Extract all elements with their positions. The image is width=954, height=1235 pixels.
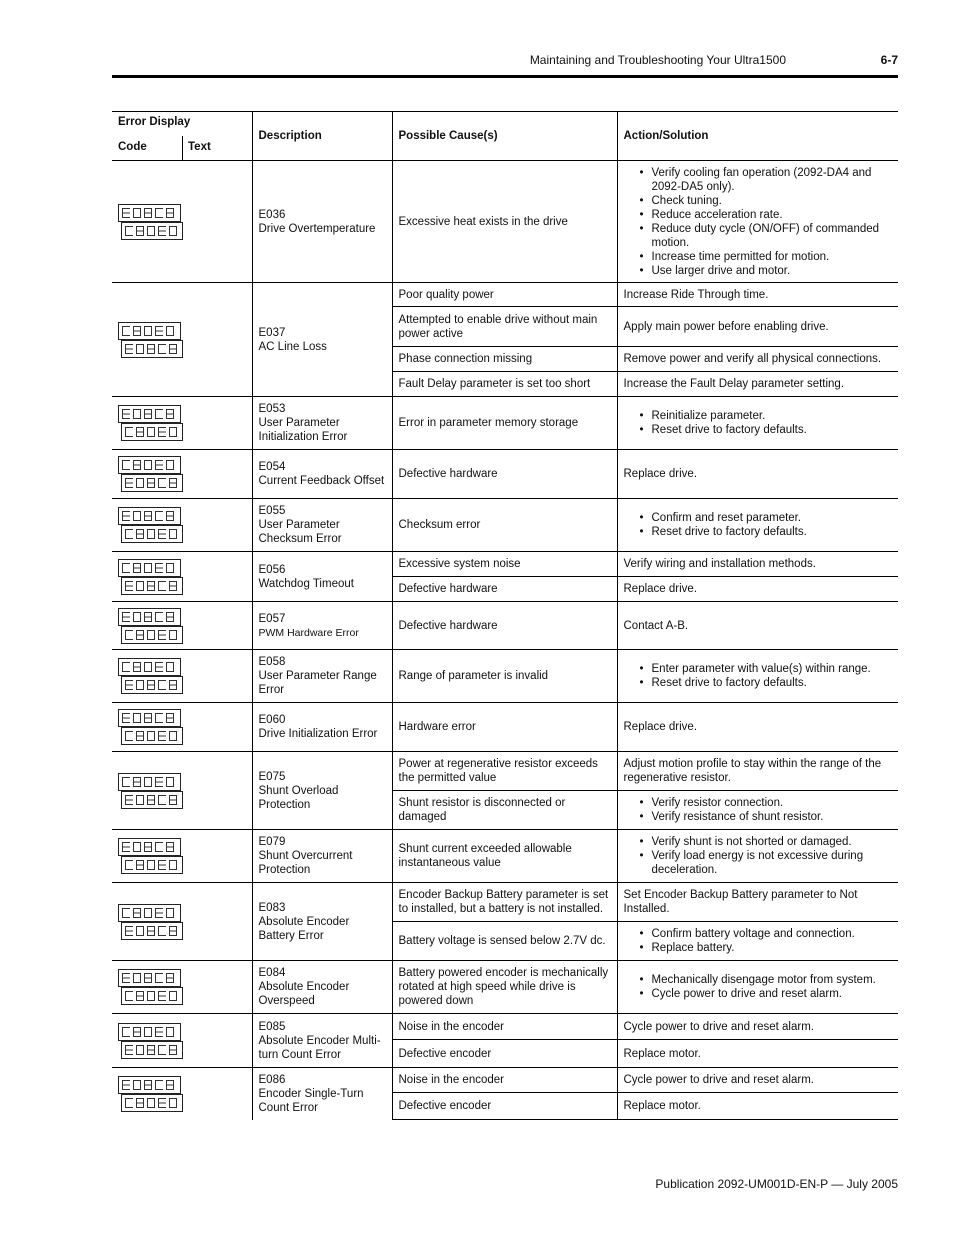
code-display-icon	[118, 456, 181, 474]
text-display-icon	[121, 791, 183, 809]
error-name: Current Feedback Offset	[258, 475, 385, 487]
cause-cell: Battery powered encoder is mechanically rotated at high speed while drive is powered down	[392, 961, 617, 1014]
table-row	[112, 830, 898, 883]
action-cell	[617, 922, 898, 961]
description-cell	[252, 499, 392, 552]
action-cell	[617, 161, 898, 283]
text-display-icon	[121, 856, 183, 874]
error-code: E056	[258, 563, 286, 576]
text-display-icon	[121, 1041, 183, 1059]
action-item: • Verify shunt is not shorted or damaged.	[638, 835, 893, 849]
error-code: E084	[258, 967, 286, 979]
error-name: User Parameter Checksum Error	[258, 519, 342, 545]
action-cell: Cycle power to drive and reset alarm.	[617, 1014, 898, 1040]
action-cell	[617, 830, 898, 883]
table-row	[112, 161, 898, 283]
action-item: • Use larger drive and motor.	[638, 264, 893, 278]
code-display-icon	[118, 204, 181, 222]
code-display-icon	[118, 608, 181, 626]
description-column-header: Description	[252, 112, 392, 161]
cause-column-header: Possible Cause(s)	[392, 112, 617, 161]
cause-cell: Power at regenerative resistor exceeds the permitted value	[392, 752, 617, 791]
table-row	[112, 397, 898, 450]
description-cell	[252, 552, 392, 602]
error-display-cell	[112, 650, 252, 703]
error-display-cell	[112, 283, 252, 397]
page-number: 6-7	[880, 53, 898, 67]
action-list	[624, 511, 893, 539]
description-cell	[252, 1014, 392, 1068]
description-cell	[252, 650, 392, 703]
table-header-row	[112, 112, 898, 161]
error-code: E086	[258, 1073, 286, 1086]
description-cell	[252, 602, 392, 650]
cause-cell: Excessive heat exists in the drive	[392, 161, 617, 283]
error-name: AC Line Loss	[258, 340, 327, 353]
action-list	[624, 796, 893, 824]
error-display-cell	[112, 752, 252, 830]
cause-cell: Excessive system noise	[392, 552, 617, 577]
action-item: • Reduce duty cycle (ON/OFF) of commanded motion.	[638, 222, 893, 250]
code-display-icon	[118, 904, 181, 922]
error-display-cell	[112, 830, 252, 883]
error-code: E079	[258, 836, 286, 848]
cause-cell: Noise in the encoder	[392, 1014, 617, 1040]
error-name: Drive Overtemperature	[258, 222, 376, 235]
error-display-cell	[112, 1068, 252, 1120]
action-item: • Confirm and reset parameter.	[638, 511, 893, 525]
action-cell: Remove power and verify all physical connections.	[617, 347, 898, 372]
action-item: • Verify load energy is not excessive during deceleration.	[638, 849, 893, 877]
action-item: • Reset drive to factory defaults.	[638, 676, 893, 690]
header-title: Maintaining and Troubleshooting Your Ultra1500	[529, 53, 786, 67]
code-display-icon	[118, 1023, 181, 1041]
error-code: E054	[258, 461, 286, 473]
action-item: • Confirm battery voltage and connection.	[638, 927, 893, 941]
code-column-header: Code	[118, 141, 147, 153]
error-name: Absolute Encoder Overspeed	[258, 981, 350, 1007]
error-name: Drive Initialization Error	[258, 728, 378, 740]
description-cell	[252, 830, 392, 883]
text-display-icon	[121, 474, 183, 492]
error-name: Encoder Single-Turn Count Error	[258, 1087, 364, 1114]
text-display-icon	[121, 340, 183, 358]
action-list	[624, 927, 893, 955]
action-cell: Apply main power before enabling drive.	[617, 307, 898, 347]
table-row	[112, 752, 898, 791]
error-code: E075	[258, 770, 286, 783]
error-name: Absolute Encoder Battery Error	[258, 915, 350, 942]
action-item: • Verify resistor connection.	[638, 796, 893, 810]
error-display-cell	[112, 703, 252, 752]
table-row	[112, 552, 898, 577]
table-row	[112, 1068, 898, 1093]
text-display-icon	[121, 987, 183, 1005]
table-row	[112, 883, 898, 922]
error-code: E053	[258, 403, 286, 415]
error-display-cell	[112, 161, 252, 283]
description-cell	[252, 961, 392, 1014]
action-cell	[617, 650, 898, 703]
code-display-icon	[118, 658, 181, 676]
action-cell: Replace motor.	[617, 1040, 898, 1068]
text-display-icon	[121, 222, 183, 240]
action-column-header: Action/Solution	[617, 112, 898, 161]
cause-cell: Defective hardware	[392, 450, 617, 499]
cause-cell: Defective encoder	[392, 1093, 617, 1120]
action-item: • Mechanically disengage motor from system.	[638, 973, 893, 987]
action-cell: Verify wiring and installation methods.	[617, 552, 898, 577]
text-display-icon	[121, 423, 183, 441]
action-cell: Adjust motion profile to stay within the range of the regenerative resistor.	[617, 752, 898, 791]
text-display-icon	[121, 676, 183, 694]
action-item: • Check tuning.	[638, 194, 893, 208]
table-row	[112, 703, 898, 752]
table-row	[112, 602, 898, 650]
error-name: User Parameter Initialization Error	[258, 417, 348, 443]
error-display-cell	[112, 1014, 252, 1068]
cause-cell: Checksum error	[392, 499, 617, 552]
description-cell	[252, 1068, 392, 1120]
cause-cell: Attempted to enable drive without main power active	[392, 307, 617, 347]
text-display-icon	[121, 577, 183, 595]
cause-cell: Error in parameter memory storage	[392, 397, 617, 450]
text-column-header: Text	[188, 141, 211, 153]
table-row	[112, 650, 898, 703]
code-display-icon	[118, 709, 181, 727]
code-display-icon	[118, 838, 181, 856]
description-cell	[252, 283, 392, 397]
cause-cell: Fault Delay parameter is set too short	[392, 372, 617, 397]
page-header	[112, 53, 898, 78]
description-cell	[252, 161, 392, 283]
error-code: E060	[258, 714, 286, 726]
description-cell	[252, 450, 392, 499]
action-cell	[617, 499, 898, 552]
action-cell: Replace drive.	[617, 577, 898, 602]
error-name: Shunt Overload Protection	[258, 784, 339, 811]
cause-cell: Hardware error	[392, 703, 617, 752]
error-code: E055	[258, 505, 286, 517]
table-row	[112, 283, 898, 307]
action-cell: Cycle power to drive and reset alarm.	[617, 1068, 898, 1093]
action-item: • Verify cooling fan operation (2092-DA4 and 2092-DA5 only).	[638, 166, 893, 194]
action-cell: Replace drive.	[617, 703, 898, 752]
code-display-icon	[118, 969, 181, 987]
action-item: • Replace battery.	[638, 941, 893, 955]
error-name: User Parameter Range Error	[258, 670, 377, 696]
error-name: Watchdog Timeout	[258, 577, 354, 590]
error-display-cell	[112, 883, 252, 961]
code-display-icon	[118, 773, 181, 791]
action-list	[624, 835, 893, 877]
table-row	[112, 450, 898, 499]
table-row	[112, 499, 898, 552]
error-display-label: Error Display	[118, 116, 191, 128]
publication-footer: Publication 2092-UM001D-EN-P — July 2005	[655, 1177, 898, 1191]
cause-cell: Shunt resistor is disconnected or damaged	[392, 791, 617, 830]
error-display-cell	[112, 450, 252, 499]
action-cell: Replace motor.	[617, 1093, 898, 1120]
text-display-icon	[121, 1094, 183, 1112]
error-name: Absolute Encoder Multi-turn Count Error	[258, 1034, 381, 1061]
error-code: E057	[258, 612, 286, 625]
action-list	[624, 166, 893, 278]
cause-cell: Defective encoder	[392, 1040, 617, 1068]
cause-cell: Poor quality power	[392, 283, 617, 307]
action-cell: Replace drive.	[617, 450, 898, 499]
action-cell: Set Encoder Backup Battery parameter to Not Installed.	[617, 883, 898, 922]
cause-cell: Phase connection missing	[392, 347, 617, 372]
error-display-cell	[112, 552, 252, 602]
cause-cell: Battery voltage is sensed below 2.7V dc.	[392, 922, 617, 961]
cause-cell: Noise in the encoder	[392, 1068, 617, 1093]
error-code: E036	[258, 208, 286, 221]
action-list	[624, 409, 893, 437]
cause-cell: Shunt current exceeded allowable instantaneous value	[392, 830, 617, 883]
error-name: Shunt Overcurrent Protection	[258, 850, 353, 876]
action-list	[624, 662, 893, 690]
error-display-header	[112, 112, 252, 161]
error-display-cell	[112, 602, 252, 650]
error-name: PWM Hardware Error	[258, 626, 359, 639]
code-display-icon	[118, 1076, 181, 1094]
cause-cell: Encoder Backup Battery parameter is set to installed, but a battery is not installed.	[392, 883, 617, 922]
code-display-icon	[118, 405, 181, 423]
error-display-cell	[112, 397, 252, 450]
action-item: • Reduce acceleration rate.	[638, 208, 893, 222]
error-code: E083	[258, 901, 286, 914]
cause-cell: Defective hardware	[392, 602, 617, 650]
description-cell	[252, 752, 392, 830]
error-code: E037	[258, 326, 286, 339]
description-cell	[252, 397, 392, 450]
action-item: • Verify resistance of shunt resistor.	[638, 810, 893, 824]
text-display-icon	[121, 922, 183, 940]
error-display-cell	[112, 499, 252, 552]
error-code: E058	[258, 656, 286, 668]
code-display-icon	[118, 507, 181, 525]
action-cell	[617, 791, 898, 830]
text-display-icon	[121, 727, 183, 745]
code-display-icon	[118, 322, 181, 340]
error-display-cell	[112, 961, 252, 1014]
error-code-table	[112, 111, 898, 1120]
action-cell: Increase the Fault Delay parameter setting.	[617, 372, 898, 397]
action-list	[624, 973, 893, 1001]
table-row	[112, 961, 898, 1014]
code-display-icon	[118, 559, 181, 577]
action-cell: Increase Ride Through time.	[617, 283, 898, 307]
action-cell: Contact A-B.	[617, 602, 898, 650]
text-display-icon	[121, 626, 183, 644]
description-cell	[252, 883, 392, 961]
action-item: • Reset drive to factory defaults.	[638, 525, 893, 539]
table-row	[112, 1014, 898, 1040]
error-code: E085	[258, 1020, 286, 1033]
action-item: • Increase time permitted for motion.	[638, 250, 893, 264]
cause-cell: Defective hardware	[392, 577, 617, 602]
action-item: • Cycle power to drive and reset alarm.	[638, 987, 893, 1001]
action-cell	[617, 961, 898, 1014]
table-body	[112, 161, 898, 1120]
description-cell	[252, 703, 392, 752]
action-item: • Enter parameter with value(s) within range.	[638, 662, 893, 676]
action-cell	[617, 397, 898, 450]
text-display-icon	[121, 525, 183, 543]
action-item: • Reinitialize parameter.	[638, 409, 893, 423]
cause-cell: Range of parameter is invalid	[392, 650, 617, 703]
action-item: • Reset drive to factory defaults.	[638, 423, 893, 437]
